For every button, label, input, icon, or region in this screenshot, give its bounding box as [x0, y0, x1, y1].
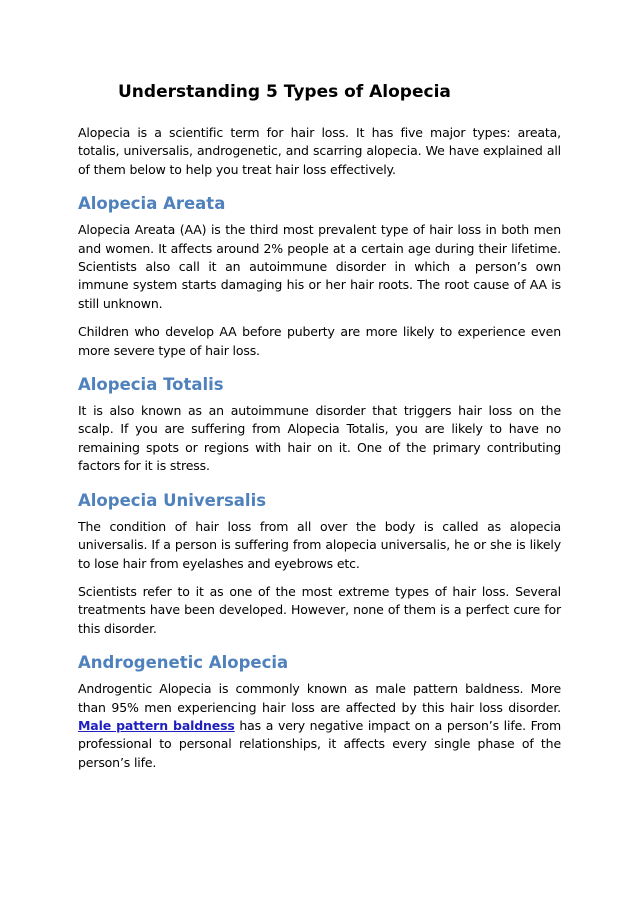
androgenetic-paragraph-1	[78, 680, 561, 772]
totalis-paragraph-1: It is also known as an autoimmune disorder that triggers hair loss on the scalp. If you are suffering from Alopecia Totalis, you are likely to have no remaining spots or regions with hair on it. One of the primary contributing factors for it is stress.	[78, 403, 561, 474]
intro-paragraph: Alopecia is a scientific term for hair loss. It has five major types: areata, totalis, universalis, androgenetic, and scarring alopecia. We have explained all of them below to help you treat hair loss effectively.	[78, 125, 561, 177]
androgenetic-text-before-link: Androgentic Alopecia is commonly known as male pattern baldness. More than 95% men experiencing hair loss are affected by this hair loss disorder.	[78, 681, 561, 715]
document-title: Understanding 5 Types of Alopecia	[118, 82, 451, 102]
heading-alopecia-totalis: Alopecia Totalis	[78, 375, 224, 395]
document-page	[78, 0, 561, 772]
heading-alopecia-areata: Alopecia Areata	[78, 194, 226, 214]
areata-paragraph-1: Alopecia Areata (AA) is the third most prevalent type of hair loss in both men and women. It affects around 2% people at a certain age during their lifetime. Scientists also call it an autoimmune disorder in which a person’s own immune system starts damaging his or her hair roots. The root cause of AA is still unknown.	[78, 222, 561, 311]
heading-androgenetic-alopecia: Androgenetic Alopecia	[78, 653, 289, 673]
universalis-paragraph-1: The condition of hair loss from all over the body is called as alopecia universalis. If a person is suffering from alopecia universalis, he or she is likely to lose hair from eyelashes and eyebrows etc.	[78, 518, 561, 571]
androgenetic-text-after-link: has a very negative impact on a person’s life. From professional to personal relationships, it affects every single phase of the person’s life.	[78, 717, 562, 770]
universalis-paragraph-2: Scientists refer to it as one of the most extreme types of hair loss. Several treatments have been developed. However, none of them is a perfect cure for this disorder.	[78, 583, 561, 636]
areata-paragraph-2: Children who develop AA before puberty are more likely to experience even more severe type of hair loss.	[78, 324, 561, 358]
male-pattern-baldness-link[interactable]: Male pattern baldness	[78, 717, 235, 733]
heading-alopecia-universalis: Alopecia Universalis	[78, 490, 267, 510]
